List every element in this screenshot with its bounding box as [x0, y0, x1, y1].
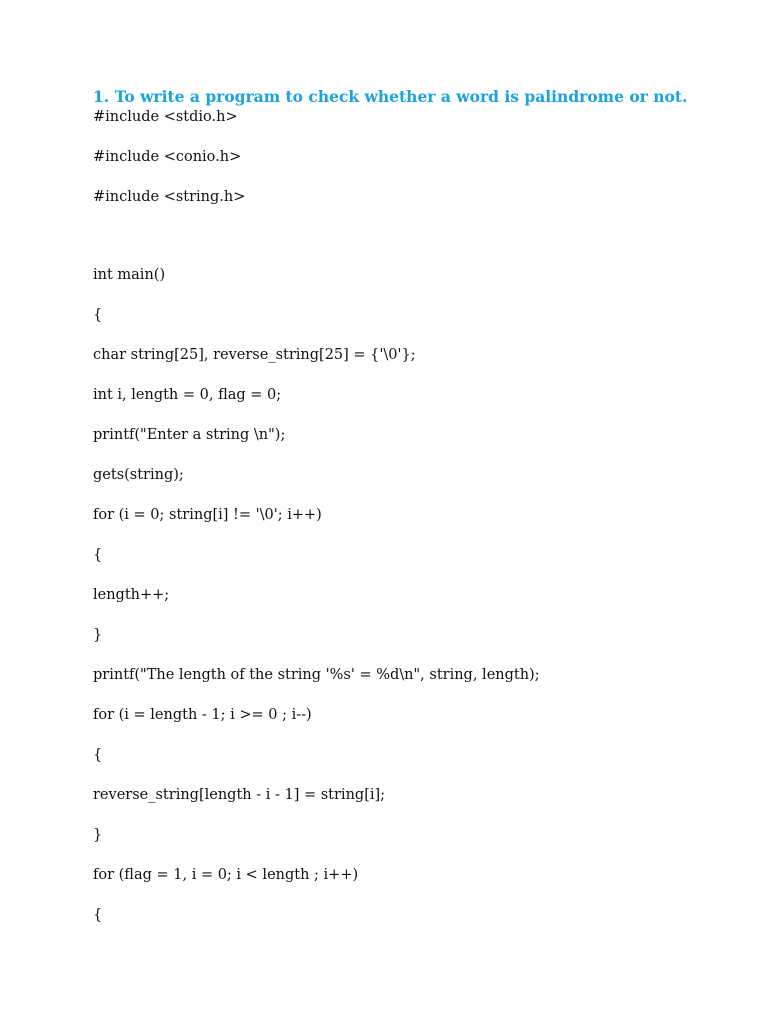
code-line: length++; [93, 587, 170, 603]
code-line: } [93, 627, 103, 643]
code-line: printf("Enter a string \n"); [93, 427, 286, 443]
code-line: for (flag = 1, i = 0; i < length ; i++) [93, 867, 359, 883]
code-line: { [93, 907, 103, 923]
code-line: #include <string.h> [93, 189, 246, 205]
code-line: printf("The length of the string '%s' = %d\n", string, length); [93, 667, 540, 683]
code-line: { [93, 547, 103, 563]
code-line: } [93, 827, 103, 843]
code-line: int main() [93, 267, 166, 283]
code-line: { [93, 307, 103, 323]
code-line: gets(string); [93, 467, 184, 483]
code-line: reverse_string[length - i - 1] = string[i]; [93, 787, 386, 803]
code-line: { [93, 747, 103, 763]
document-heading: 1. To write a program to check whether a word is palindrome or not. [93, 87, 688, 106]
code-line: #include <stdio.h> [93, 109, 238, 125]
code-line: #include <conio.h> [93, 149, 242, 165]
code-line: for (i = 0; string[i] != '\0'; i++) [93, 507, 322, 523]
code-line: int i, length = 0, flag = 0; [93, 387, 282, 403]
code-line: for (i = length - 1; i >= 0 ; i--) [93, 707, 312, 723]
code-line: char string[25], reverse_string[25] = {'\0'}; [93, 347, 416, 363]
